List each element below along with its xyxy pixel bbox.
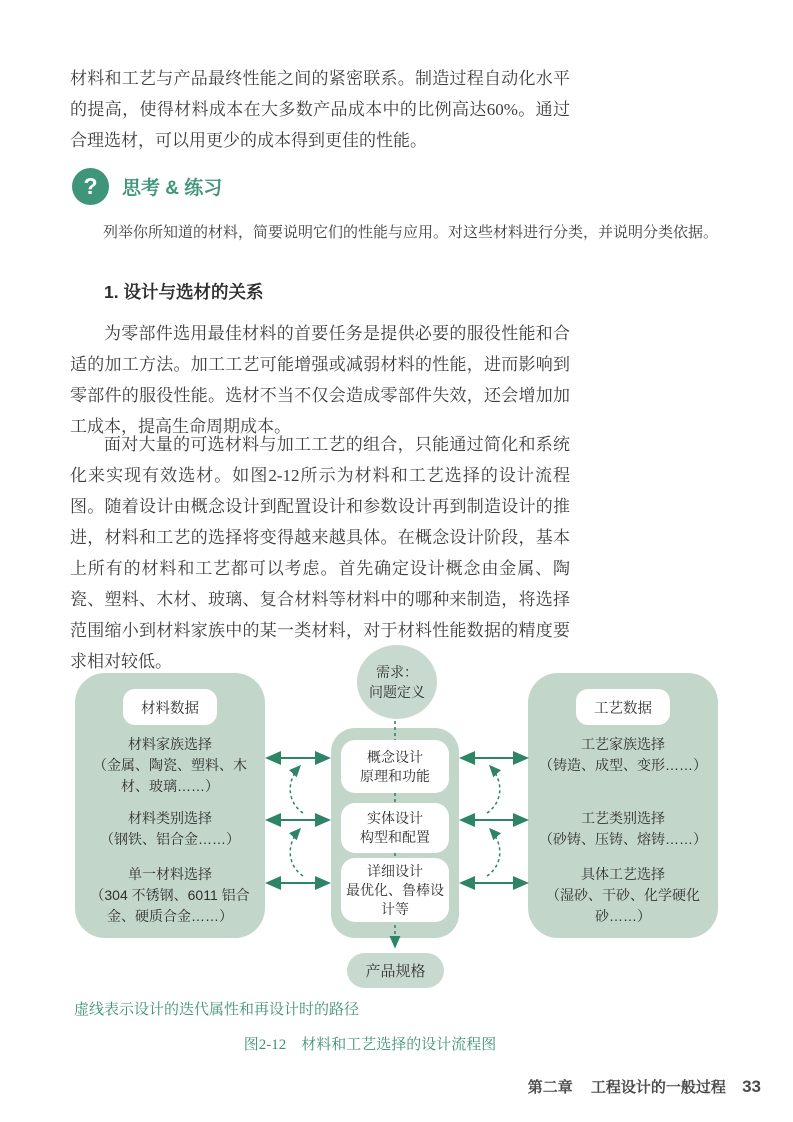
material-data-label: 材料数据 — [123, 689, 217, 725]
think-practice-title: 思考 & 练习 — [122, 178, 223, 199]
right-iteration-arrow-1 — [487, 766, 500, 813]
question-mark-glyph: ? — [83, 173, 98, 199]
figure-caption: 图2-12 材料和工艺选择的设计流程图 — [243, 1037, 497, 1053]
footer-chapter: 第二章 — [527, 1079, 573, 1096]
step-examples: （湿砂、干砂、化学硬化砂……） — [546, 887, 700, 924]
node-title: 实体设计 — [367, 810, 423, 826]
exercise-text: 列举你所知道的材料，简要说明它们的性能与应用。对这些材料进行分类，并说明分类依据。 — [103, 225, 719, 241]
section-paragraph-2: 面对大量的可选材料与加工工艺的组合，只能通过简化和系统化来实现有效选材。如图2-12所示为材料和工艺选择的设计流程图。随着设计由概念设计到配置设计和参数设计再到制造设计的推进，材料和工艺的选择将变得越来越具体。在概念设计阶段，基本上所有的材料和工艺都可以考虑。首先确定设计概念由金属、陶瓷、塑料、木材、玻璃、复合材料等材料中的哪种来制造，将选择范围缩小到材料家族中的某一类材料，对于材料性能数据的精度要求相对较低。 — [70, 435, 570, 671]
page-footer — [528, 1076, 761, 1097]
detail-design-node — [341, 858, 449, 922]
process-data-label: 工艺数据 — [576, 689, 670, 725]
step-examples: （铸造、成型、变形……） — [539, 757, 707, 773]
step-name: 材料家族选择 — [128, 736, 212, 752]
left-iteration-arrow-1 — [290, 766, 303, 813]
step-examples: （砂铸、压铸、熔铸……） — [539, 831, 707, 847]
section-heading: 1. 设计与选材的关系 — [104, 282, 264, 302]
figure-2-12-flowchart — [0, 645, 793, 995]
step-examples: （钢铁、铝合金……） — [100, 831, 240, 847]
node-subtitle: 最优化、鲁棒设计等 — [346, 881, 444, 917]
node-title: 概念设计 — [367, 748, 423, 765]
embodiment-design-node — [341, 803, 449, 853]
dashed-line-note: 虚线表示设计的迭代属性和再设计时的路径 — [74, 1002, 360, 1018]
right-iteration-arrow-2 — [487, 829, 500, 876]
think-practice-header — [72, 168, 222, 205]
intro-paragraph: 材料和工艺与产品最终性能之间的紧密联系。制造过程自动化水平的提高，使得材料成本在大多数产品成本中的比例高达60%。通过合理选材，可以用更少的成本得到更佳的性能。 — [70, 69, 570, 150]
section-paragraph-1: 为零部件选用最佳材料的首要任务是提供必要的服役性能和合适的加工方法。加工工艺可能增强或减弱材料的性能，进而影响到零部件的服役性能。选材不当不仅会造成零部件失效，还会增加加工成本，提高生命周期成本。 — [70, 324, 570, 436]
node-subtitle: 构型和配置 — [360, 829, 430, 845]
step-examples: （金属、陶瓷、塑料、木材、玻璃……） — [93, 757, 247, 794]
footer-chapter-title: 工程设计的一般过程 — [590, 1079, 726, 1096]
conceptual-design-node — [341, 740, 449, 793]
step-name: 单一材料选择 — [128, 866, 212, 882]
need-node-line1: 需求： — [376, 664, 418, 680]
footer-page-number: 33 — [742, 1077, 761, 1096]
step-name: 工艺类别选择 — [581, 810, 665, 826]
step-name: 工艺家族选择 — [581, 736, 665, 752]
step-examples: （304 不锈钢、6011 铝合金、硬质合金……） — [90, 887, 250, 924]
need-node-line2: 问题定义 — [369, 684, 425, 700]
node-title: 详细设计 — [367, 862, 423, 879]
step-name: 材料类别选择 — [128, 810, 212, 826]
left-iteration-arrow-2 — [290, 829, 303, 876]
need-node — [357, 645, 437, 719]
question-mark-icon — [72, 168, 109, 205]
node-subtitle: 原理和功能 — [360, 767, 430, 784]
step-name: 具体工艺选择 — [581, 866, 665, 882]
product-spec-node: 产品规格 — [347, 953, 444, 988]
